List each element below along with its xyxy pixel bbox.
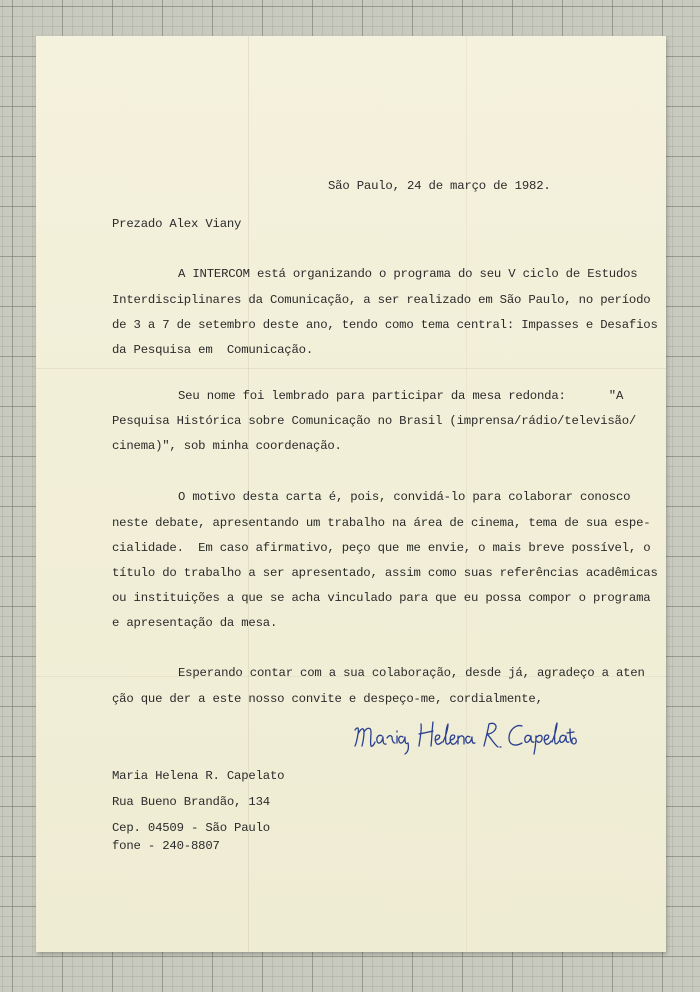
paragraph-1-line: Interdisciplinares da Comunicação, a ser realizado em São Paulo, no período [112,293,651,307]
paragraph-1-line: da Pesquisa em Comunicação. [112,343,314,357]
paragraph-1-line: de 3 a 7 de setembro deste ano, tendo como tema central: Impasses e Desafios [112,318,658,332]
paragraph-3-line: ou instituições a que se acha vinculado para que eu possa compor o programa [112,591,651,605]
paragraph-3-line: e apresentação da mesa. [112,616,278,630]
paragraph-1-line: A INTERCOM está organizando o programa do seu V ciclo de Estudos [178,267,638,281]
paragraph-3-line: cialidade. Em caso afirmativo, peço que me envie, o mais breve possível, o [112,541,651,555]
sender-name: Maria Helena R. Capelato [112,769,285,783]
date-line: São Paulo, 24 de março de 1982. [328,179,551,193]
paper-fold-horizontal [36,368,666,369]
salutation: Prezado Alex Viany [112,217,242,231]
paragraph-3-line: O motivo desta carta é, pois, convidá-lo para colaborar conosco [178,490,631,504]
handwritten-signature [352,716,577,758]
paragraph-3-line: neste debate, apresentando um trabalho na área de cinema, tema de sua espe- [112,516,651,530]
sender-street: Rua Bueno Brandão, 134 [112,795,270,809]
sender-phone: fone - 240-8807 [112,839,220,853]
paragraph-3-line: título do trabalho a ser apresentado, assim como suas referências acadêmicas [112,566,658,580]
paragraph-2-line: Pesquisa Histórica sobre Comunicação no Brasil (imprensa/rádio/televisão/ [112,414,637,428]
paragraph-2-line: Seu nome foi lembrado para participar da mesa redonda: "A [178,389,624,403]
paragraph-4-line: ção que der a este nosso convite e despeço-me, cordialmente, [112,692,543,706]
paragraph-2-line: cinema)", sob minha coordenação. [112,439,342,453]
paragraph-4-line: Esperando contar com a sua colaboração, desde já, agradeço a aten [178,666,645,680]
sender-cep: Cep. 04509 - São Paulo [112,821,270,835]
